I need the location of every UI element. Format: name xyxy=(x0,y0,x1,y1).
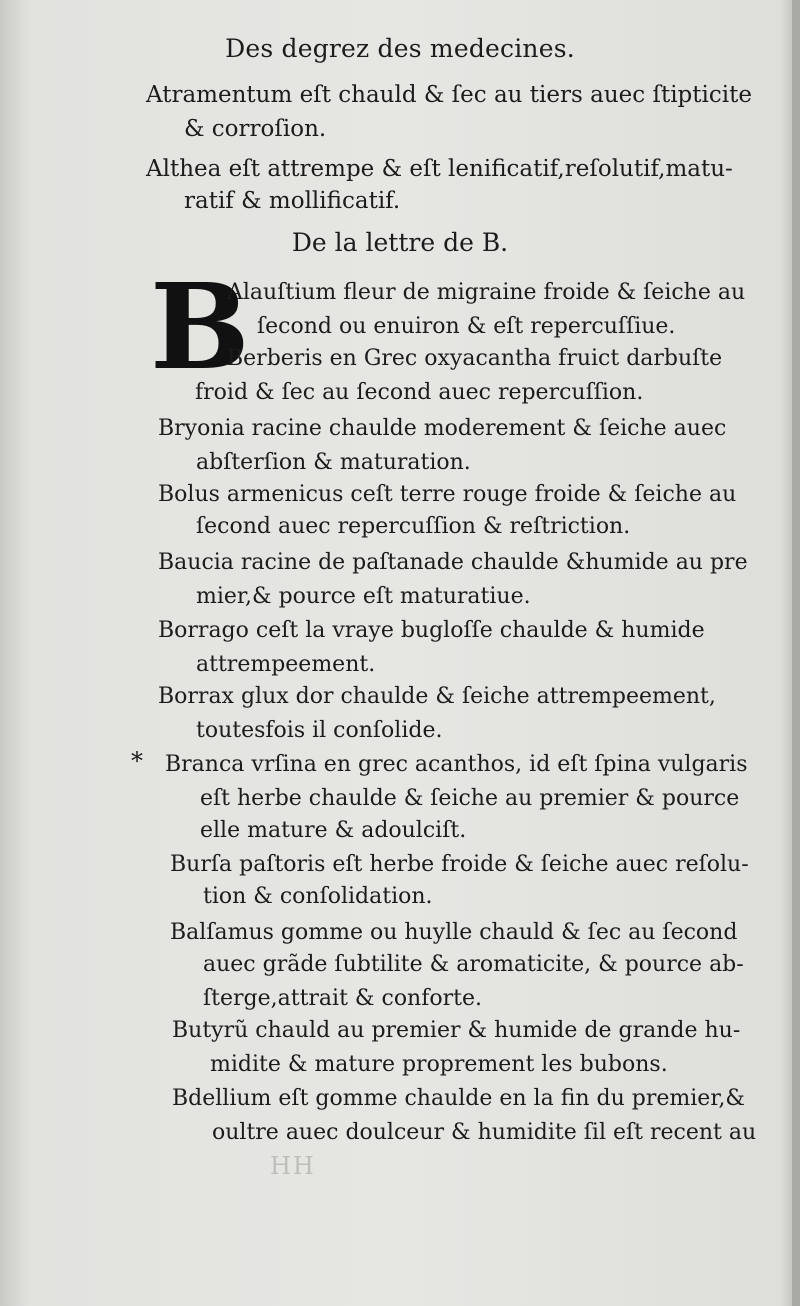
entry-line: auec grãde ſubtilite & aromaticite, & pource ab- xyxy=(203,952,744,977)
entry-line: Bryonia racine chaulde moderement & ſeiche auec xyxy=(158,416,727,441)
drop-cap-letter: B xyxy=(150,257,250,396)
entry-line: Bolus armenicus ceſt terre rouge froide & ſeiche au xyxy=(158,482,737,507)
entry-line: ſecond auec repercuſſion & reſtriction. xyxy=(196,514,631,539)
entry-line: Berberis en Grec oxyacantha fruict darbuſte xyxy=(227,346,723,371)
section-title: De la lettre de B. xyxy=(291,228,509,257)
entry-line: toutesfois il conſolide. xyxy=(196,718,443,743)
entry-line: oultre auec doulceur & humidite ſil eſt recent au xyxy=(212,1120,757,1145)
entry-line: froid & ſec au ſecond auec repercuſſion. xyxy=(195,380,644,405)
entry-line: mier,& pource eſt maturatiue. xyxy=(196,584,531,609)
entry-line: Althea eſt attrempe & eſt lenificatif,reſolutif,matu- xyxy=(146,156,733,182)
entry-line: Butyrũ chauld au premier & humide de grande hu- xyxy=(172,1018,741,1043)
entry-line: Burſa paſtoris eſt herbe froide & ſeiche auec reſolu- xyxy=(170,852,749,877)
entry-line: eſt herbe chaulde & ſeiche au premier & pource xyxy=(200,786,740,811)
margin-asterisk: * xyxy=(131,747,143,775)
signature-mark: HH xyxy=(270,1152,316,1180)
entry-line: & corroſion. xyxy=(184,116,327,142)
entry-line: Branca vrſina en grec acanthos, id eſt ſpina vulgaris xyxy=(165,752,748,777)
entry-line: Alauſtium fleur de migraine froide & ſeiche au xyxy=(227,280,746,305)
entry-line: abſterſion & maturation. xyxy=(196,450,471,475)
entry-line: Atramentum eſt chauld & ſec au tiers auec ſtipticite xyxy=(146,82,752,108)
entry-line: Balſamus gomme ou huylle chauld & ſec au ſecond xyxy=(170,920,738,945)
entry-line: attrempeement. xyxy=(196,652,376,677)
entry-line: tion & conſolidation. xyxy=(203,884,433,909)
entry-line: midite & mature proprement les bubons. xyxy=(210,1052,668,1077)
running-header: Des degrez des medecines. xyxy=(225,34,575,63)
entry-line: ſecond ou enuiron & eſt repercuſſiue. xyxy=(257,314,676,339)
entry-line: Borrax glux dor chaulde & ſeiche attrempeement, xyxy=(158,684,716,709)
entry-line: ſterge,attrait & conforte. xyxy=(203,986,482,1011)
page-gutter xyxy=(792,0,800,1306)
entry-line: elle mature & adoulciſt. xyxy=(200,818,467,843)
entry-line: Borrago ceſt la vraye bugloſſe chaulde & humide xyxy=(158,618,705,643)
entry-line: Bdellium eſt gomme chaulde en la fin du premier,& xyxy=(172,1086,745,1111)
entry-line: Baucia racine de paſtanade chaulde &humide au pre xyxy=(158,550,748,575)
entry-line: ratif & mollificatif. xyxy=(184,188,401,214)
